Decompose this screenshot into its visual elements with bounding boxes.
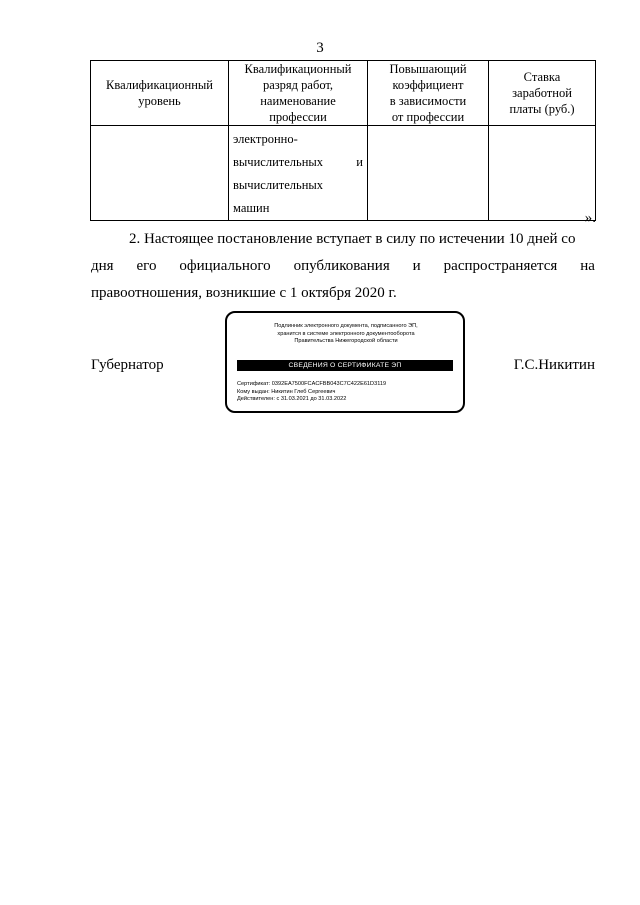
header-increasing-coefficient [368, 61, 489, 126]
header-line: от профессии [391, 110, 465, 124]
header-line: разряд работ, [262, 78, 334, 92]
stamp-issued-to: Кому выдан: Никитин Глеб Сергеевич [237, 388, 336, 395]
header-line: в зависимости [389, 94, 467, 108]
header-line: Ставка [523, 70, 561, 84]
paragraph-line: правоотношения, возникшие с 1 октября 2020 г. [91, 285, 397, 301]
stamp-certificate-details [237, 381, 457, 404]
page-number: 3 [316, 40, 324, 56]
header-line: Повышающий [389, 62, 467, 76]
paragraph-word: опубликования [293, 258, 390, 274]
profession-word: и [356, 155, 363, 169]
stamp-note-line: хранится в системе электронного документооборота [277, 330, 415, 337]
paragraph-word: распространяется [443, 258, 558, 274]
stamp-certificate-number: Сертификат: 0392EA7500FCACFBB043C7C422E61D3119 [237, 381, 387, 387]
stamp-note [233, 323, 459, 346]
header-line: наименование [260, 94, 336, 108]
paragraph-word: и [412, 258, 421, 274]
stamp-validity: Действителен: с 31.03.2021 до 31.03.2022 [237, 396, 347, 402]
stamp-note-line: Подлинник электронного документа, подписанного ЭП, [274, 323, 418, 329]
paragraph-word: на [580, 258, 595, 274]
profession-line: электронно- [233, 132, 298, 146]
table-header-row [91, 61, 596, 126]
cell-level [91, 126, 229, 221]
electronic-signature-stamp [225, 311, 465, 413]
profession-line: вычислительных [233, 178, 324, 192]
effective-date-paragraph [91, 226, 595, 307]
paragraph-word: официального [179, 258, 271, 274]
header-line: профессии [269, 110, 327, 124]
table-row [91, 126, 596, 221]
header-line: Квалификационный [244, 62, 352, 76]
closing-quote: ». [584, 210, 596, 226]
header-line: заработной [512, 86, 572, 100]
paragraph-word: дня [91, 258, 114, 274]
header-qualification-category [229, 61, 368, 126]
header-line: платы (руб.) [509, 102, 575, 116]
header-salary-rate [489, 61, 596, 126]
header-qualification-level [91, 61, 229, 126]
paragraph-line-justified [91, 253, 595, 280]
cell-coefficient [368, 126, 489, 221]
signatory-name: Г.С.Никитин [513, 357, 595, 373]
profession-word: вычислительных [233, 155, 324, 169]
stamp-certificate-header: СВЕДЕНИЯ О СЕРТИФИКАТЕ ЭП [237, 360, 453, 371]
qualification-table [90, 60, 596, 221]
cell-salary [489, 126, 596, 221]
profession-line-justified [233, 151, 363, 174]
paragraph-line: 2. Настоящее постановление вступает в силу по истечении 10 дней со [129, 231, 576, 247]
header-line: Квалификационный [106, 78, 213, 92]
stamp-note-line: Правительства Нижегородской области [294, 338, 398, 344]
header-line: коэффициент [392, 78, 464, 92]
header-line: уровень [138, 94, 181, 108]
profession-line: машин [233, 201, 270, 215]
signatory-position: Губернатор [91, 357, 164, 373]
cell-profession [229, 126, 368, 221]
paragraph-word: его [136, 258, 157, 274]
